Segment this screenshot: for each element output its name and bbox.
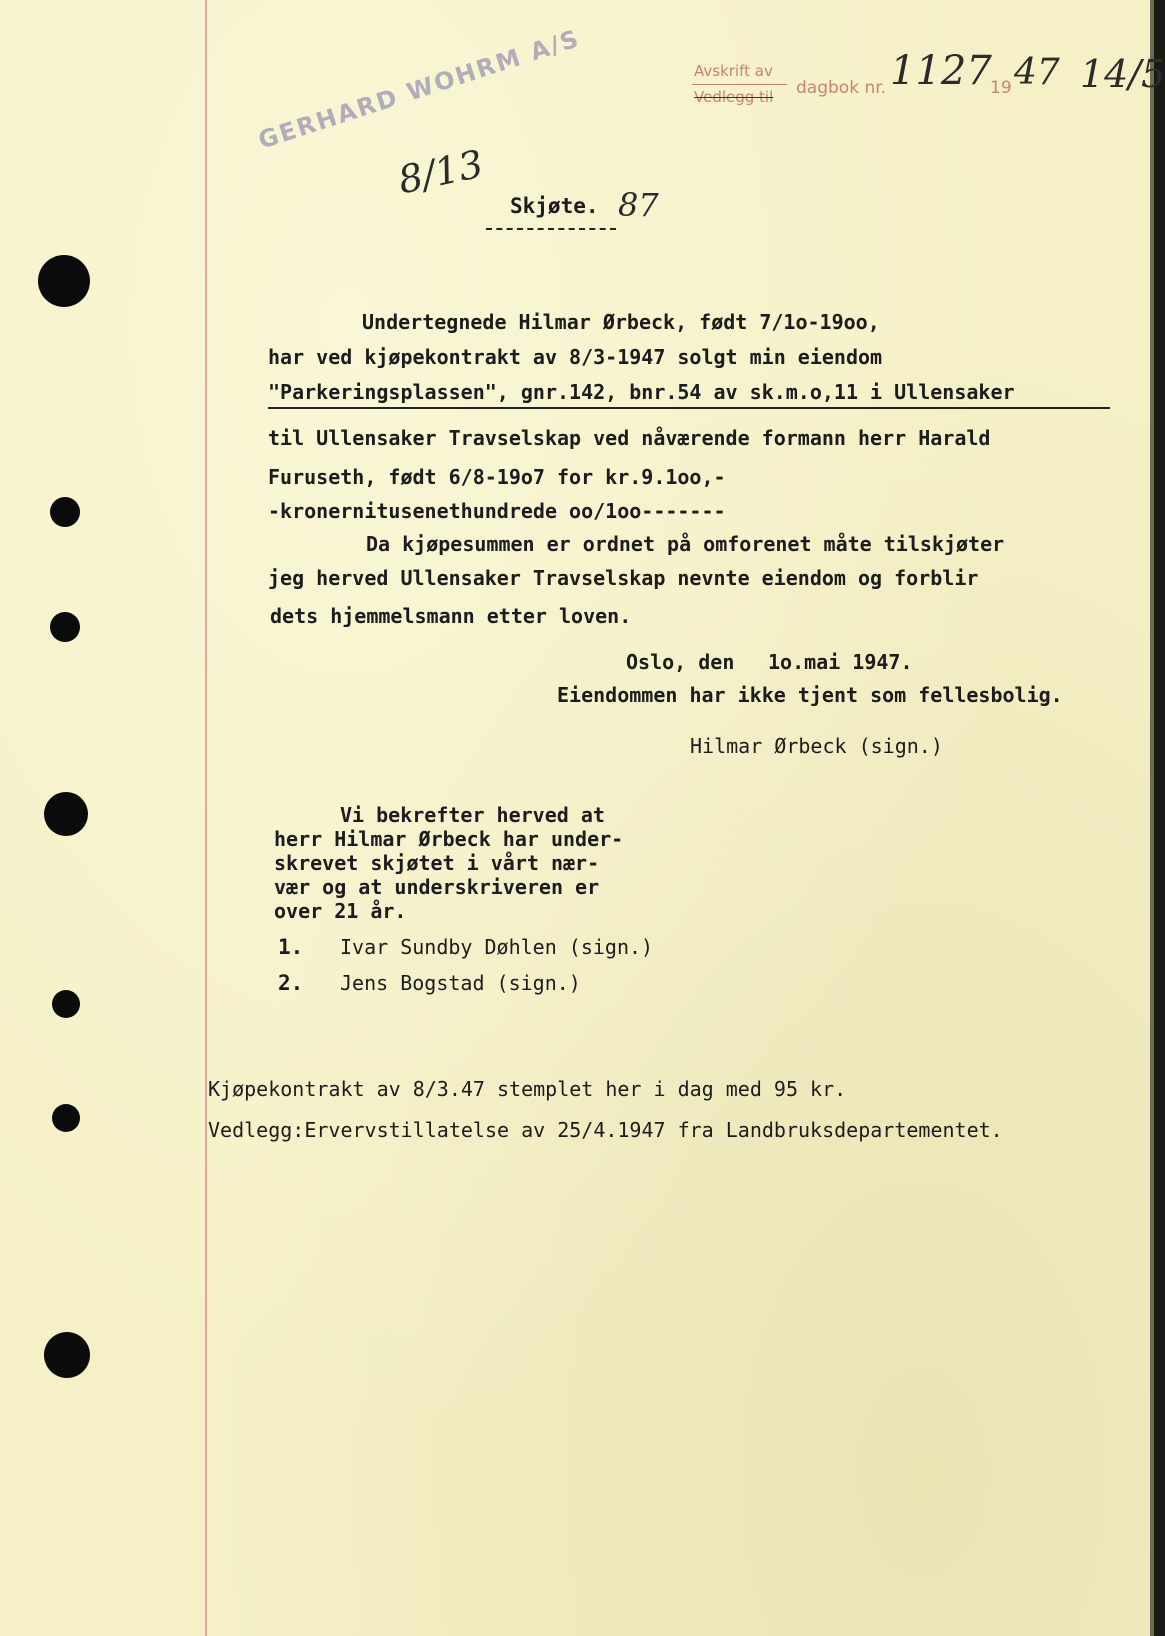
header-year-prefix: 19 (990, 78, 1012, 98)
punch-hole-icon (52, 1104, 80, 1132)
header-vedlegg: Vedlegg til (694, 88, 774, 106)
page-edge (1150, 0, 1154, 1636)
header-avskrift: Avskrift av (694, 62, 773, 80)
margin-note: 8/13 (394, 141, 487, 203)
document-title: Skjøte. (510, 194, 599, 218)
punch-hole-icon (52, 990, 80, 1018)
property-underline (268, 407, 1110, 409)
punch-hole-icon (44, 1332, 90, 1378)
place-date-prefix: Oslo, den (626, 650, 735, 674)
company-stamp: GERHARD WOHRM A/S (255, 24, 584, 155)
witness-1-name: Ivar Sundby Døhlen (sign.) (340, 935, 654, 959)
margin-line (205, 0, 207, 1636)
attachment-note: Vedlegg:Ervervstillatelse av 25/4.1947 fra Landbruksdepartementet. (208, 1118, 1003, 1142)
body-line: har ved kjøpekontrakt av 8/3-1947 solgt min eiendom (268, 345, 883, 369)
witness-line: vær og at underskriveren er (274, 875, 600, 899)
punch-hole-icon (44, 792, 88, 836)
header-dagbok-number: 1127 (890, 48, 992, 94)
witness-line: skrevet skjøtet i vårt nær- (274, 851, 600, 875)
seller-signature: Hilmar Ørbeck (sign.) (690, 734, 943, 758)
title-mark: 87 (618, 186, 659, 224)
body-line: -kronernitusenethundrede oo/1oo------- (268, 499, 726, 523)
header-date: 14/5 (1080, 52, 1165, 96)
witness-1-number: 1. (278, 935, 304, 959)
body-line: Furuseth, født 6/8-19o7 for kr.9.1oo,- (268, 465, 726, 489)
witness-2-number: 2. (278, 971, 304, 995)
title-underline (486, 228, 616, 230)
header-rule (692, 84, 787, 85)
punch-hole-icon (50, 612, 80, 642)
body-line: "Parkeringsplassen", gnr.142, bnr.54 av sk.m.o,11 i Ullensaker (268, 380, 1015, 404)
stamp-duty-note: Kjøpekontrakt av 8/3.47 stemplet her i dag med 95 kr. (208, 1077, 847, 1101)
body-line: jeg herved Ullensaker Travselskap nevnte eiendom og forblir (268, 566, 979, 590)
witness-line: herr Hilmar Ørbeck har under- (274, 827, 624, 851)
punch-hole-icon (50, 497, 80, 527)
place-date-value: 1o.mai 1947. (768, 650, 913, 674)
body-line: Da kjøpesummen er ordnet på omforenet måte tilskjøter (366, 532, 1005, 556)
body-line: Undertegnede Hilmar Ørbeck, født 7/1o-19oo, (362, 310, 880, 334)
body-line: dets hjemmelsmann etter loven. (270, 604, 632, 628)
punch-hole-icon (38, 255, 90, 307)
header-dagbok-label: dagbok nr. (796, 78, 887, 98)
fellesbolig-statement: Eiendommen har ikke tjent som fellesbolig. (557, 683, 1063, 707)
witness-2-name: Jens Bogstad (sign.) (340, 971, 581, 995)
body-line: til Ullensaker Travselskap ved nåværende formann herr Harald (268, 426, 991, 450)
witness-line: over 21 år. (274, 899, 407, 923)
witness-line: Vi bekrefter herved at (340, 803, 605, 827)
header-year-suffix: 47 (1014, 52, 1060, 93)
